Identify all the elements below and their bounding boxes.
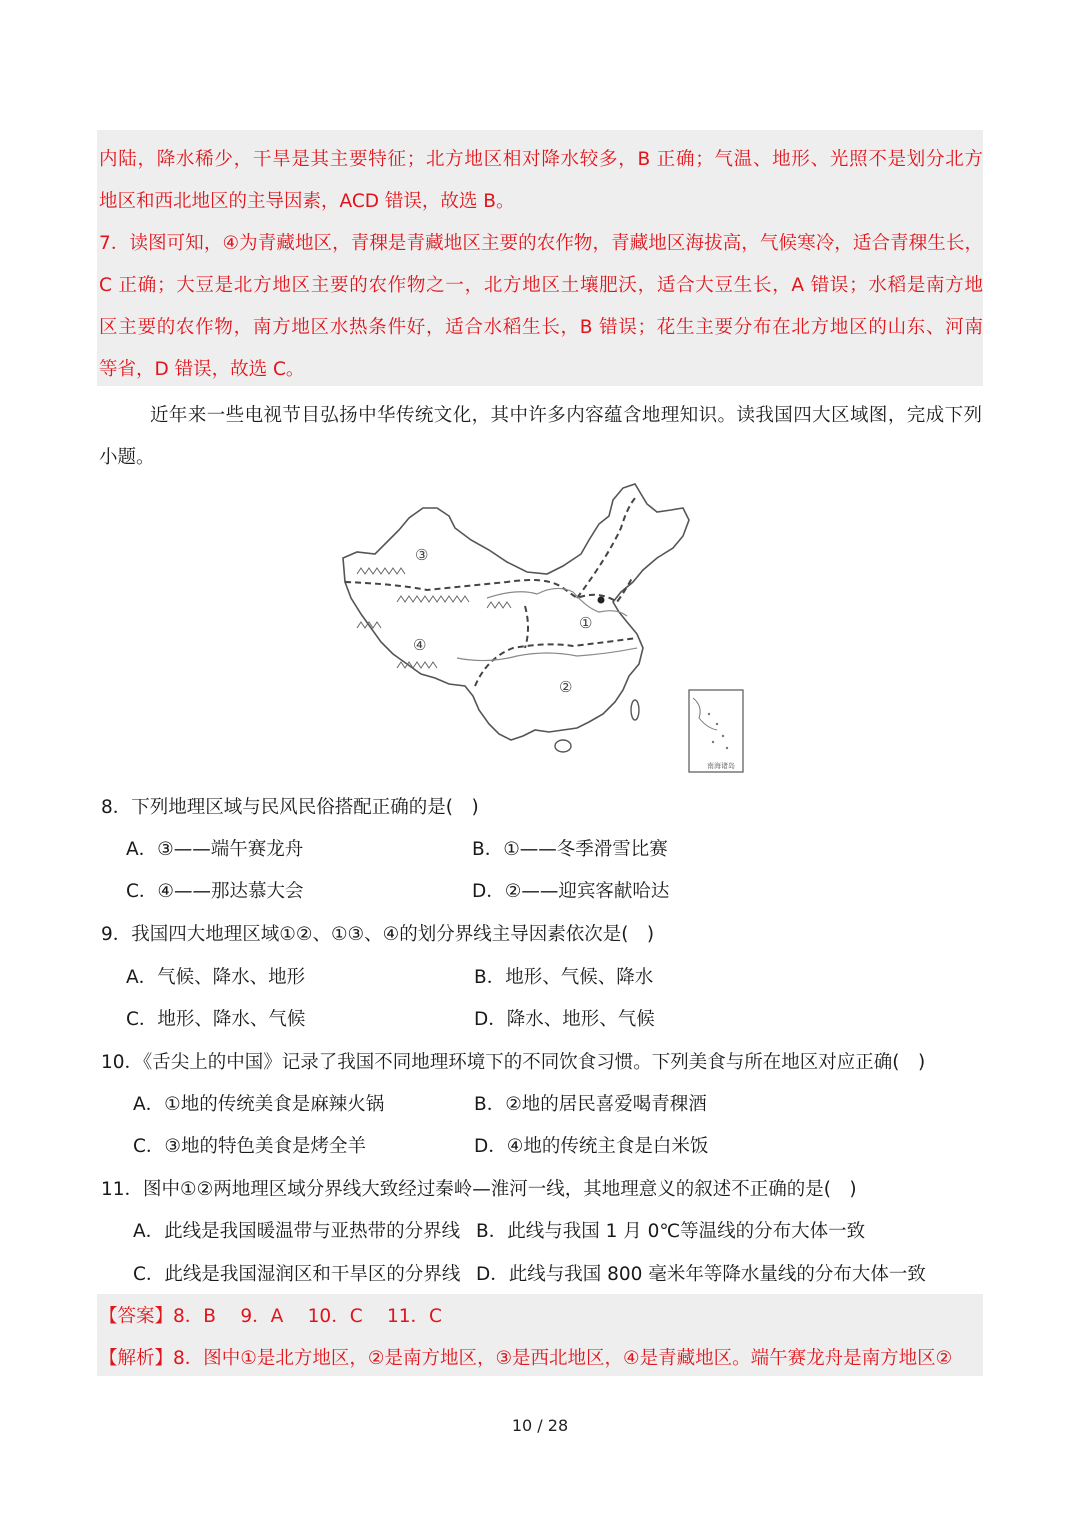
question-10-option-c: C．③地的特色美食是烤全羊 bbox=[133, 1136, 367, 1157]
analysis-text: 8．图中①是北方地区，②是南方地区，③是西北地区，④是青藏地区。端午赛龙舟是南方地区② bbox=[173, 1348, 953, 1369]
explanation-line: 地区和西北地区的主导因素，ACD 错误，故选 B。 bbox=[99, 191, 515, 212]
south-china-sea-inset bbox=[689, 690, 743, 772]
intro-paragraph-cont: 小题。 bbox=[99, 447, 155, 468]
yellow-river bbox=[487, 588, 627, 616]
hainan-island bbox=[555, 740, 571, 752]
question-9-option-c: C．地形、降水、气候 bbox=[126, 1009, 306, 1030]
question-11-option-d: D．此线与我国 800 毫米年等降水量线的分布大体一致 bbox=[476, 1264, 926, 1285]
question-10-option-a: A．①地的传统美食是麻辣火锅 bbox=[133, 1094, 385, 1115]
question-8-option-a: A．③——端午赛龙舟 bbox=[126, 839, 304, 860]
question-11-stem: 11．图中①②两地理区域分界线大致经过秦岭—淮河一线，其地理意义的叙述不正确的是( ) bbox=[101, 1179, 857, 1200]
q7-explanation-line: 7．读图可知，④为青藏地区，青稞是青藏地区主要的农作物，青藏地区海拔高，气候寒冷，适合青稞生长， bbox=[99, 233, 983, 254]
explanation-line: 内陆，降水稀少，干旱是其主要特征；北方地区相对降水较多，B 正确；气温、地形、光照不是划分北方 bbox=[99, 149, 983, 170]
question-9-option-d: D．降水、地形、气候 bbox=[474, 1009, 655, 1030]
page-number: 10 / 28 bbox=[511, 1416, 569, 1435]
question-11-option-c: C．此线是我国湿润区和干旱区的分界线 bbox=[133, 1264, 461, 1285]
region-label-1: ① bbox=[579, 614, 593, 632]
q7-explanation-line: C 正确；大豆是北方地区主要的农作物之一，北方地区土壤肥沃，适合大豆生长，A 错误；水稻是南方地 bbox=[99, 275, 983, 296]
inset-label: 南海诸岛 bbox=[707, 762, 735, 770]
question-11-option-b: B．此线与我国 1 月 0℃等温线的分布大体一致 bbox=[476, 1221, 866, 1242]
beijing-dot bbox=[598, 597, 605, 604]
analysis-tag: 【解析】 bbox=[99, 1348, 174, 1369]
answer-line bbox=[99, 1304, 442, 1330]
region-label-3: ③ bbox=[415, 546, 429, 564]
region-boundary bbox=[577, 498, 635, 598]
region-boundary bbox=[475, 638, 637, 686]
question-11-option-a: A．此线是我国暖温带与亚热带的分界线 bbox=[133, 1221, 461, 1242]
question-8-option-d: D．②——迎宾客献哈达 bbox=[472, 881, 670, 902]
yangtze-river bbox=[457, 648, 637, 661]
answer-text: 8．B 9．A 10．C 11．C bbox=[173, 1306, 442, 1327]
question-9-option-b: B．地形、气候、降水 bbox=[474, 967, 654, 988]
china-four-regions-map bbox=[337, 478, 745, 774]
analysis-line bbox=[99, 1346, 952, 1372]
region-label-4: ④ bbox=[413, 636, 427, 654]
question-9-stem: 9．我国四大地理区域①②、①③、④的划分界线主导因素依次是( ) bbox=[101, 924, 655, 945]
question-10-option-b: B．②地的居民喜爱喝青稞酒 bbox=[474, 1094, 707, 1115]
question-10-stem: 10．《舌尖上的中国》记录了我国不同地理环境下的不同饮食习惯。下列美食与所在地区对应正确( ) bbox=[101, 1052, 926, 1073]
answer-tag: 【答案】 bbox=[99, 1306, 174, 1327]
question-8-option-c: C．④——那达慕大会 bbox=[126, 881, 304, 902]
region-label-2: ② bbox=[559, 678, 573, 696]
question-9-option-a: A．气候、降水、地形 bbox=[126, 967, 306, 988]
question-10-option-d: D．④地的传统主食是白米饭 bbox=[474, 1136, 709, 1157]
region-boundary bbox=[525, 606, 528, 648]
taiwan-island bbox=[631, 700, 639, 720]
q7-explanation-line: 区主要的农作物，南方地区水热条件好，适合水稻生长，B 错误；花生主要分布在北方地区的山东、河南 bbox=[99, 317, 983, 338]
intro-paragraph: 近年来一些电视节目弘扬中华传统文化，其中许多内容蕴含地理知识。读我国四大区域图，完成下列 bbox=[150, 405, 982, 426]
question-8-option-b: B．①——冬季滑雪比赛 bbox=[472, 839, 668, 860]
question-8-stem: 8．下列地理区域与民风民俗搭配正确的是( ) bbox=[101, 797, 479, 818]
q7-explanation-line: 等省，D 错误，故选 C。 bbox=[99, 359, 305, 380]
